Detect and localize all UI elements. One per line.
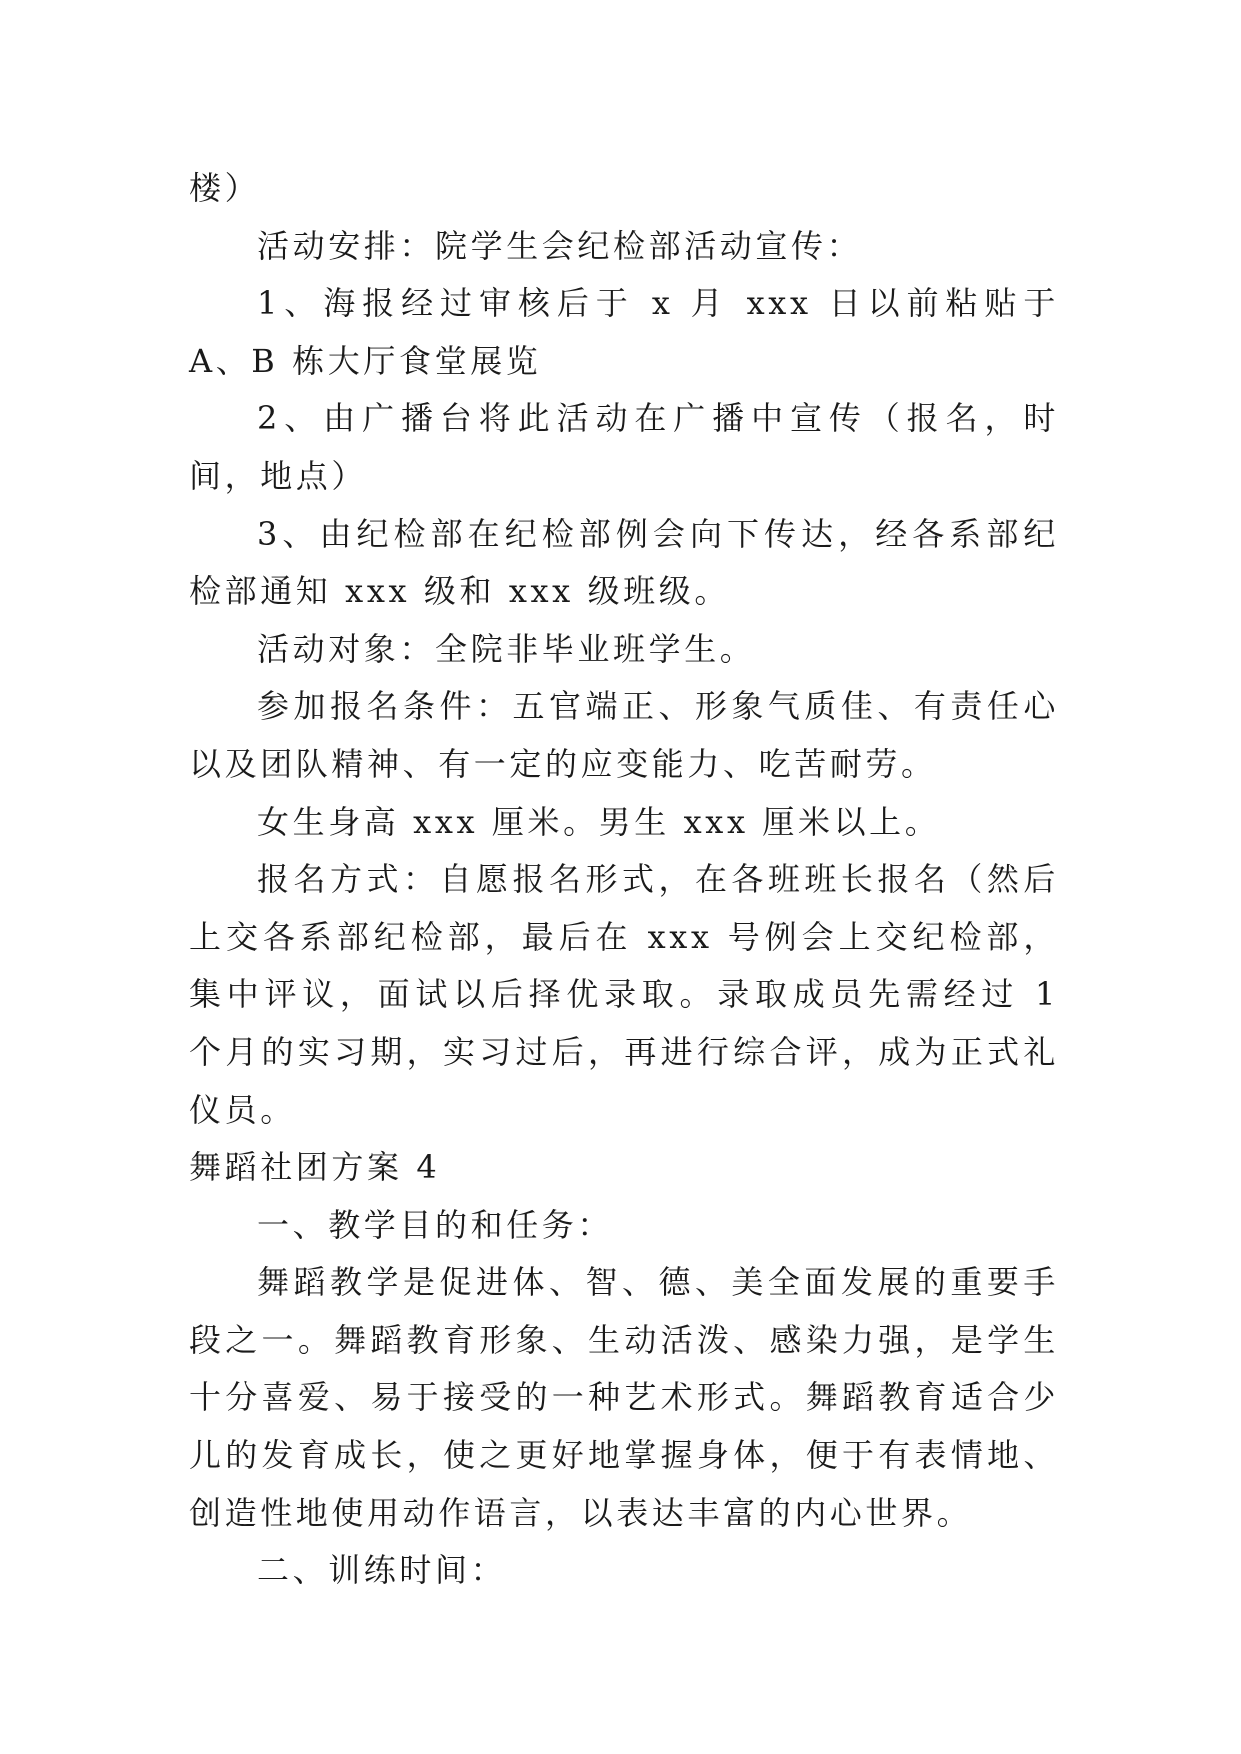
paragraph-continuation: 楼） — [189, 169, 261, 207]
paragraph-height: 女生身高 xxx 厘米。男生 xxx 厘米以上。 — [257, 802, 941, 841]
paragraph-activity-arrangement: 活动安排：院学生会纪检部活动宣传： — [257, 226, 863, 265]
paragraph-activity-target: 活动对象：全院非毕业班学生。 — [257, 629, 756, 668]
paragraph-training-time-heading: 二、训练时间： — [257, 1551, 507, 1590]
paragraph-item-3: 3、由纪检部在纪检部例会向下传达，经各系部纪检部通知 xxx 级和 xxx 级班级。 — [189, 514, 1059, 611]
document-body — [189, 160, 1059, 1600]
paragraph-teaching-goal: 舞蹈教学是促进体、智、德、美全面发展的重要手段之一。舞蹈教育形象、生动活泼、感染力强，是学生十分喜爱、易于接受的一种艺术形式。舞蹈教育适合少儿的发育成长，使之更好地掌握身体，便于有表情地、创造性地使用动作语言，以表达丰富的内心世界。 — [189, 1263, 1059, 1532]
paragraph-registration: 报名方式：自愿报名形式，在各班班长报名（然后上交各系部纪检部，最后在 xxx 号例会上交纪检部，集中评议，面试以后择优录取。录取成员先需经过 1 个月的实习期，实习过后，再进行综合评，成为正式礼仪员。 — [189, 860, 1059, 1129]
paragraph-item-2: 2、由广播台将此活动在广播中宣传（报名，时间，地点） — [189, 399, 1059, 495]
section-title: 舞蹈社团方案 4 — [189, 1148, 441, 1187]
paragraph-teaching-goal-heading: 一、教学目的和任务： — [257, 1205, 614, 1244]
paragraph-conditions: 参加报名条件：五官端正、形象气质佳、有责任心以及团队精神、有一定的应变能力、吃苦耐劳。 — [189, 687, 1059, 783]
paragraph-item-1: 1、海报经过审核后于 x 月 xxx 日以前粘贴于 A、B 栋大厅食堂展览 — [189, 284, 1059, 380]
